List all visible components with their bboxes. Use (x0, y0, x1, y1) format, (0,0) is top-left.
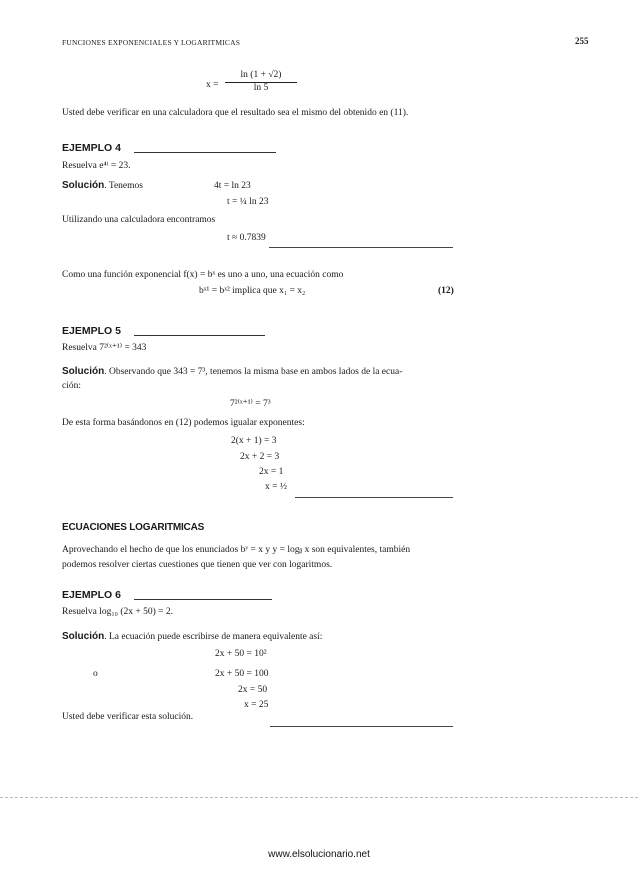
solution-label: Solución (62, 631, 105, 642)
formula-numerator: ln (1 + √2) (225, 70, 297, 83)
page-number: 255 (575, 36, 589, 46)
one-to-one-line2: bˣ¹ = bˣ² implica que x₁ = x₂ (199, 286, 306, 296)
solution-label: Solución (62, 180, 105, 191)
formula-fraction (225, 70, 297, 95)
example-6-step: 2x + 50 = 100 (215, 669, 269, 679)
example-5-rule (134, 335, 265, 336)
example-4-solution (62, 180, 143, 193)
example-4-rule (134, 152, 276, 153)
example-6-rule (134, 599, 272, 600)
example-5-solution-line1 (62, 366, 402, 379)
solution-label: Solución (62, 366, 105, 377)
formula-lhs: x = (206, 80, 219, 90)
example-4-result: t ≈ 0.7839 (227, 233, 266, 243)
formula-denominator: ln 5 (253, 82, 269, 93)
example-5-step: x = ½ (265, 482, 287, 492)
example-5-solution-line2: ción: (62, 381, 81, 391)
scan-edge-line (0, 797, 638, 798)
example-6-prompt: Resuelva log₁₀ (2x + 50) = 2. (62, 607, 174, 617)
running-header: FUNCIONES EXPONENCIALES Y LOGARITMICAS (62, 38, 241, 47)
example-6-step: 2x = 50 (238, 685, 268, 695)
example-6-verify: Usted debe verificar esta solución. (62, 712, 194, 722)
equation-ref-12: (12) (438, 286, 454, 296)
section-title-log: ECUACIONES LOGARITMICAS (62, 522, 205, 533)
example-6-end-rule (270, 726, 453, 727)
example-5-prompt: Resuelva 7²⁽ˣ⁺¹⁾ = 343 (62, 343, 147, 353)
example-5-title: EJEMPLO 5 (62, 325, 121, 337)
log-section-line1: Aprovechando el hecho de que los enunciados bʸ = x y y = logᵦ x son equivalentes, también (62, 545, 411, 555)
example-4-end-rule (269, 247, 453, 248)
solution-text: . Observando que 343 = 7³, tenemos la misma base en ambos lados de la ecua- (104, 367, 403, 377)
verify-paragraph: Usted debe verificar en una calculadora que el resultado sea el mismo del obtenido en (11). (62, 108, 409, 118)
or-label: o (93, 669, 98, 679)
one-to-one-line1: Como una función exponencial f(x) = bˣ es uno a uno, una ecuación como (62, 270, 344, 280)
example-6-step: x = 25 (244, 700, 269, 710)
example-4-eq1: 4t = ln 23 (214, 181, 251, 191)
example-4-prompt: Resuelva e⁴ᵗ = 23. (62, 161, 131, 171)
example-6-title: EJEMPLO 6 (62, 589, 121, 601)
solution-text: . La ecuación puede escribirse de manera equivalente así: (104, 632, 323, 642)
example-4-eq2: t = ¼ ln 23 (227, 197, 269, 207)
example-6-solution (62, 631, 322, 644)
example-5-step: 2(x + 1) = 3 (231, 436, 277, 446)
example-5-center-eq: 7²⁽ˣ⁺¹⁾ = 7³ (230, 399, 271, 409)
example-5-step: 2x = 1 (259, 467, 284, 477)
example-5-text2: De esta forma basándonos en (12) podemos igualar exponentes: (62, 418, 305, 428)
solution-text: . Tenemos (104, 181, 143, 191)
example-5-step: 2x + 2 = 3 (240, 452, 280, 462)
example-6-step: 2x + 50 = 10² (215, 649, 267, 659)
log-section-line2: podemos resolver ciertas cuestiones que tienen que ver con logaritmos. (62, 560, 333, 570)
example-4-title: EJEMPLO 4 (62, 142, 121, 154)
footer-url[interactable]: www.elsolucionario.net (268, 849, 370, 860)
example-5-end-rule (295, 497, 453, 498)
example-4-calc-text: Utilizando una calculadora encontramos (62, 215, 216, 225)
